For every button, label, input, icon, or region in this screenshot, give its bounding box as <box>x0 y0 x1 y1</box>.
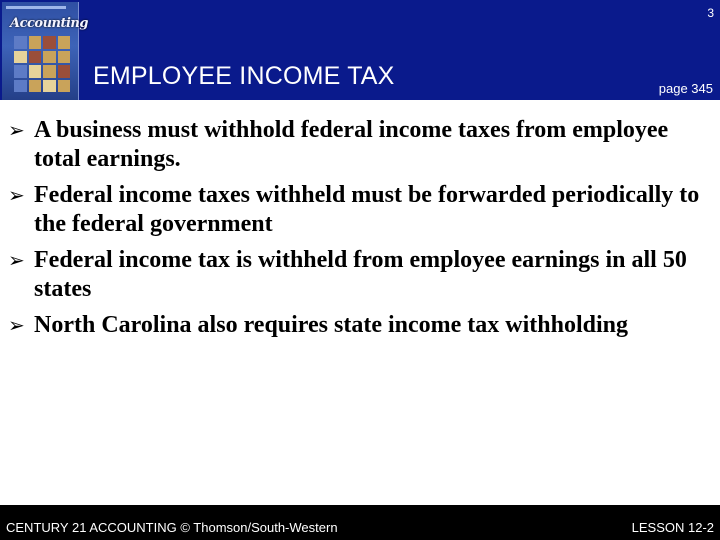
footer-lesson: LESSON 12-2 <box>631 520 714 535</box>
slide-footer <box>0 505 720 540</box>
footer-copyright: CENTURY 21 ACCOUNTING © Thomson/South-Western <box>6 520 338 535</box>
slide-title: EMPLOYEE INCOME TAX <box>93 62 395 90</box>
bullet-item <box>8 246 708 304</box>
bullet-text: North Carolina also requires state income tax withholding <box>34 312 629 338</box>
bullet-text: Federal income tax is withheld from employee earnings in all 50 states <box>34 247 687 302</box>
bullet-text: Federal income taxes withheld must be forwarded periodically to the federal government <box>34 182 700 237</box>
arrow-bullet-icon: ➢ <box>8 118 25 142</box>
bullet-item <box>8 311 708 340</box>
bullet-item <box>8 181 708 239</box>
page-reference: page 345 <box>658 81 713 96</box>
slide-header <box>0 0 720 100</box>
slide-number: 3 <box>707 6 714 20</box>
book-cover-title: Accounting <box>10 16 88 31</box>
arrow-bullet-icon: ➢ <box>8 183 25 207</box>
arrow-bullet-icon: ➢ <box>8 248 25 272</box>
book-cover-stripe <box>6 6 66 9</box>
bullet-list <box>8 116 708 347</box>
bullet-text: A business must withhold federal income taxes from employee total earnings. <box>34 117 669 172</box>
book-cover-artwork <box>14 36 70 92</box>
bullet-item <box>8 116 708 174</box>
book-cover-logo <box>2 2 88 100</box>
arrow-bullet-icon: ➢ <box>8 313 25 337</box>
